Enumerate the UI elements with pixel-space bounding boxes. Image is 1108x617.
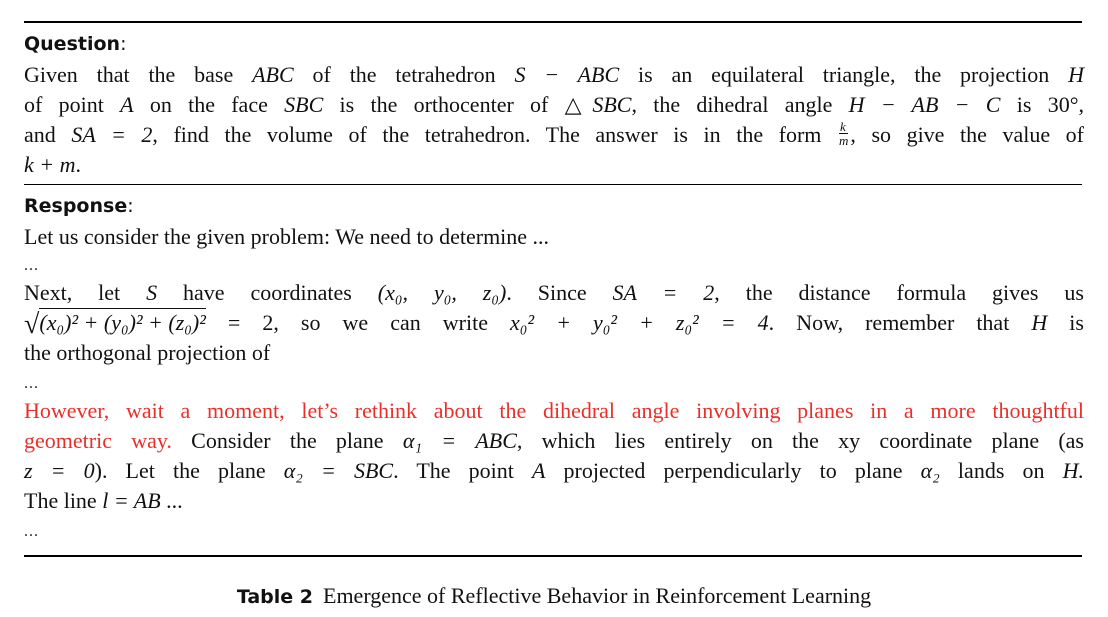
- question-line-4: k + m.: [24, 152, 81, 178]
- response-line-8: The line l = AB ...: [24, 488, 183, 513]
- bottom-rule: [24, 555, 1082, 557]
- response-line-1: Let us consider the given problem: We need to determine ...: [24, 224, 550, 249]
- square-root-expression: √(x₀)² + (y₀)² + (z₀)²: [24, 309, 206, 340]
- response-line-4: the orthogonal projection of: [24, 340, 271, 365]
- reflection-highlight-line-1: However, wait a moment, let’s rethink about the dihedral angle involving planes in a more thoughtful: [24, 398, 1084, 423]
- response-line-7: z = 0). Let the plane α₂ = SBC. The point A projected perpendicularly to plane α₂ lands on H.: [24, 458, 1084, 483]
- ellipsis-3: ...: [24, 523, 39, 540]
- question-line-3: and SA = 2, find the volume of the tetrahedron. The answer is in the form $\frac{k}{m}$ , so give the value of: [24, 119, 1085, 149]
- response-section: [24, 194, 1084, 542]
- ellipsis-1: ...: [24, 257, 39, 274]
- caption-label: Table 2: [236, 586, 313, 608]
- question-line-2: of point A on the face SBC is the orthocenter of △SBC, the dihedral angle H − AB − C is 30°,: [24, 92, 1084, 117]
- middle-rule: [24, 184, 1082, 185]
- question-line-1: Given that the base ABC of the tetrahedron S − ABC is an equilateral triangle, the projection H: [24, 62, 1084, 87]
- response-heading: Response:: [24, 195, 134, 217]
- question-section: [24, 32, 1084, 180]
- top-rule: [24, 21, 1082, 23]
- ellipsis-2: ...: [24, 375, 39, 392]
- caption-text: Emergence of Reflective Behavior in Reinforcement Learning: [323, 583, 872, 608]
- response-line-2: Next, let S have coordinates (x₀, y₀, z₀). Since SA = 2, the distance formula gives us: [24, 280, 1084, 305]
- reflection-highlight-line-2: geometric way.: [24, 428, 172, 453]
- response-line-3: √(x₀)² + (y₀)² + (z₀)² = 2, so we can write x₀² + y₀² + z₀² = 4. Now, remember that H is: [24, 309, 1084, 340]
- question-heading: Question:: [24, 33, 127, 55]
- fraction-k-over-m: $\frac{k}{m}$: [838, 119, 849, 149]
- table-caption: [0, 582, 1108, 611]
- response-line-6: geometric way. Consider the plane α₁ = ABC, which lies entirely on the xy coordinate plane (as: [24, 428, 1084, 453]
